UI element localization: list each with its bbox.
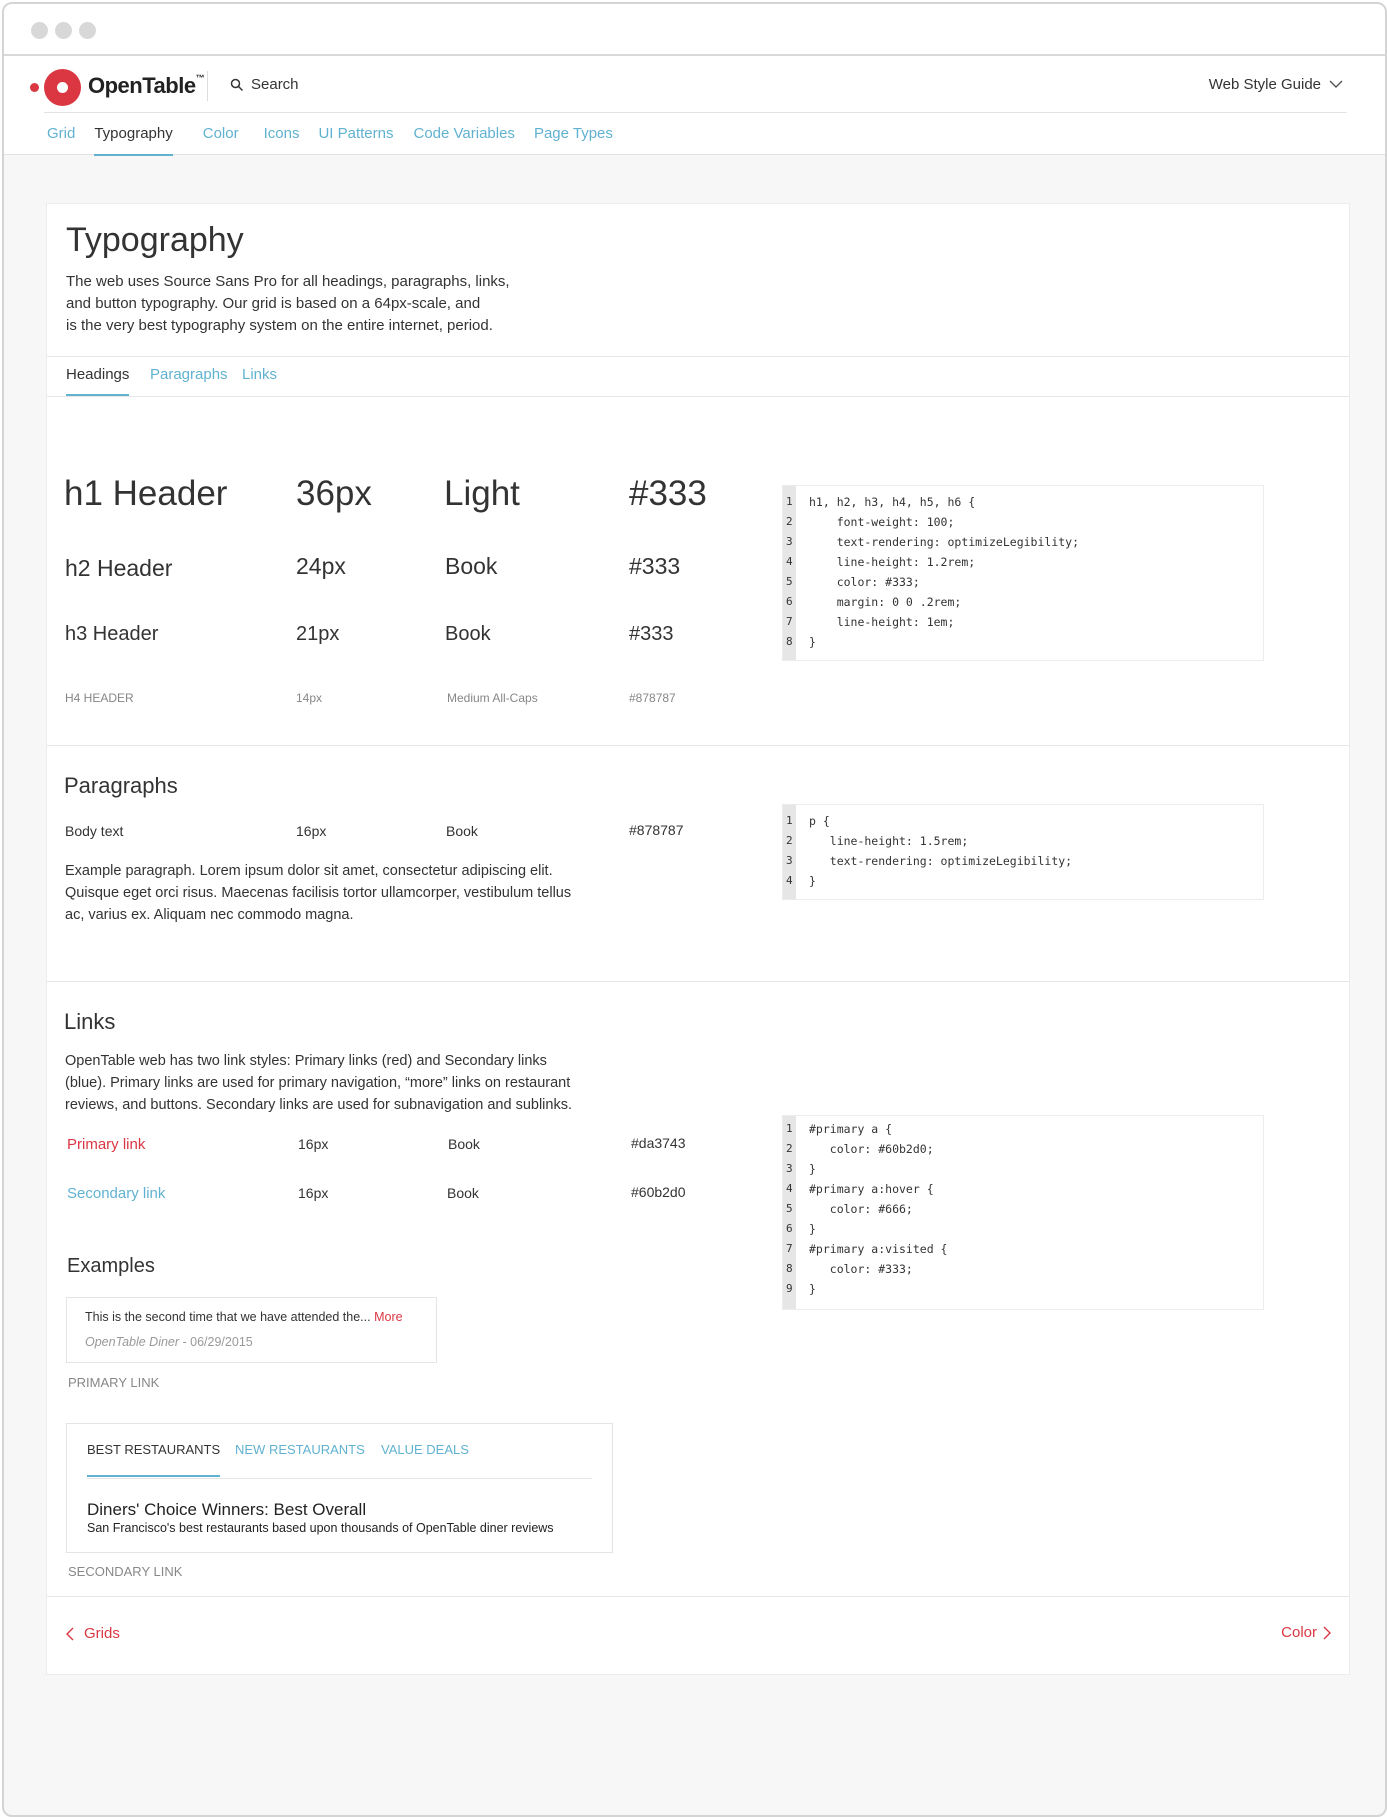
divider <box>47 981 1349 982</box>
h2-weight: Book <box>445 553 498 579</box>
pager-next-link[interactable] <box>1281 1624 1332 1641</box>
secondary-link-color: #60b2d0 <box>631 1184 686 1200</box>
logo-mark-dot <box>30 83 39 92</box>
secondary-link-size: 16px <box>298 1185 329 1201</box>
title-bar <box>4 4 1385 56</box>
h4-weight: Medium All-Caps <box>447 691 538 705</box>
header-divider <box>207 71 208 101</box>
h3-color: #333 <box>629 623 674 645</box>
divider <box>47 745 1349 746</box>
header-separator <box>44 112 1347 113</box>
tab-divider <box>87 1478 592 1479</box>
links-title: Links <box>64 1009 116 1034</box>
headings-code-block: 1 h1, h2, h3, h4, h5, h6 { 2 font-weight: 100; 3 text-rendering: optimizeLegibility; 4 line-height: 1.2rem; 5 color: #333; 6 margin: 0 0 .2rem; 7 line-height: 1em; 8 } <box>782 485 1264 661</box>
body-text-weight: Book <box>446 823 478 839</box>
subtab-paragraphs[interactable]: Paragraphs <box>150 366 228 383</box>
secondary-link-caption: SECONDARY LINK <box>68 1564 183 1579</box>
nav-typography[interactable]: Typography <box>94 125 172 156</box>
pager-prev-label: Grids <box>84 1625 120 1642</box>
divider <box>47 1596 1349 1597</box>
page-intro: The web uses Source Sans Pro for all headings, paragraphs, links, and button typography. Our grid is based on a 64px-scale, and is the very best typography system on the entire internet, period. <box>66 273 510 334</box>
primary-link-size: 16px <box>298 1136 329 1152</box>
paragraphs-code-block: 1 p { 2 line-height: 1.5rem; 3 text-rendering: optimizeLegibility; 4 } <box>782 804 1264 900</box>
example-paragraph: Example paragraph. Lorem ipsum dolor sit amet, consectetur adipiscing elit. Quisque eget orci risus. Maecenas facilisis tortor ullamcorper, vestibulum tellus ac, varius ex. Aliquam nec commodo magna. <box>65 863 572 923</box>
body-text-size: 16px <box>296 823 327 839</box>
h2-sample: h2 Header <box>65 555 173 581</box>
h2-color: #333 <box>629 553 681 579</box>
divider <box>47 396 1349 397</box>
nav-code-variables[interactable]: Code Variables <box>413 125 515 142</box>
feature-title: Diners' Choice Winners: Best Overall <box>87 1500 367 1519</box>
primary-link-weight: Book <box>448 1136 480 1152</box>
nav-color[interactable]: Color <box>202 125 239 142</box>
body-text-label: Body text <box>65 823 124 839</box>
page-title: Typography <box>66 221 244 259</box>
window-dot-close[interactable] <box>31 22 48 39</box>
h4-size: 14px <box>296 691 323 705</box>
window-dot-minimize[interactable] <box>55 22 72 39</box>
pager-next-label: Color <box>1281 1624 1317 1641</box>
subtab-links[interactable]: Links <box>242 366 278 383</box>
chevron-down-icon <box>1329 80 1343 89</box>
h1-weight: Light <box>444 474 520 513</box>
h3-size: 21px <box>296 623 340 645</box>
primary-link-sample[interactable]: Primary link <box>67 1136 146 1153</box>
primary-link-caption: PRIMARY LINK <box>68 1375 160 1390</box>
h1-color: #333 <box>629 474 707 513</box>
h2-size: 24px <box>296 553 346 579</box>
nav-grid[interactable]: Grid <box>47 125 76 142</box>
guide-menu-label: Web Style Guide <box>1208 76 1321 93</box>
search-icon[interactable] <box>230 78 244 92</box>
top-navigation <box>47 125 613 156</box>
nav-page-types[interactable]: Page Types <box>533 125 613 142</box>
nav-icons[interactable]: Icons <box>263 125 300 142</box>
review-meta: OpenTable Diner - 06/29/2015 <box>85 1335 253 1349</box>
secondary-link-sample[interactable]: Secondary link <box>67 1185 166 1202</box>
restaurant-tabs-example <box>66 1423 613 1553</box>
h1-sample: h1 Header <box>64 474 228 513</box>
search-input[interactable]: Search <box>251 76 299 93</box>
tab-best-restaurants[interactable]: BEST RESTAURANTS <box>87 1442 220 1477</box>
review-example <box>66 1297 437 1363</box>
subtab-headings[interactable]: Headings <box>66 366 129 396</box>
links-code-block: 1 #primary a { 2 color: #60b2d0; 3 } 4 #primary a:hover { 5 color: #666; 6 } 7 #primary a:visited { 8 color: #333; 9 } <box>782 1115 1264 1310</box>
h4-sample: H4 HEADER <box>65 691 134 705</box>
site-header <box>4 56 1385 155</box>
content-card <box>46 203 1350 1675</box>
feature-subtitle: San Francisco's best restaurants based upon thousands of OpenTable diner reviews <box>87 1521 554 1535</box>
h3-weight: Book <box>445 623 491 645</box>
review-text: This is the second time that we have attended the... More <box>85 1310 403 1324</box>
examples-title: Examples <box>67 1255 155 1277</box>
browser-window <box>2 2 1387 1817</box>
links-description: OpenTable web has two link styles: Primary links (red) and Secondary links (blue). Primary links are used for primary navigation, “more” links on restaurant reviews, and buttons. Secondary links are used for subnavigation and sublinks. <box>65 1053 572 1113</box>
chevron-left-icon <box>65 1627 74 1641</box>
primary-link-color: #da3743 <box>631 1135 686 1151</box>
window-dot-maximize[interactable] <box>79 22 96 39</box>
paragraphs-title: Paragraphs <box>64 773 178 798</box>
body-text-color: #878787 <box>629 822 684 838</box>
h3-sample: h3 Header <box>65 623 159 645</box>
nav-ui-patterns[interactable]: UI Patterns <box>318 125 394 142</box>
guide-menu-button[interactable] <box>1209 76 1343 93</box>
divider <box>47 356 1349 357</box>
h1-size: 36px <box>296 474 372 513</box>
tab-new-restaurants[interactable]: NEW RESTAURANTS <box>235 1442 365 1457</box>
logo-wordmark[interactable]: OpenTable™ <box>88 73 205 98</box>
logo-icon[interactable] <box>44 69 81 106</box>
secondary-link-weight: Book <box>447 1185 479 1201</box>
tab-value-deals[interactable]: VALUE DEALS <box>381 1442 469 1457</box>
pager-prev-link[interactable] <box>65 1625 120 1642</box>
chevron-right-icon <box>1323 1626 1332 1640</box>
more-link[interactable]: More <box>374 1310 403 1324</box>
h4-color: #878787 <box>629 691 676 705</box>
